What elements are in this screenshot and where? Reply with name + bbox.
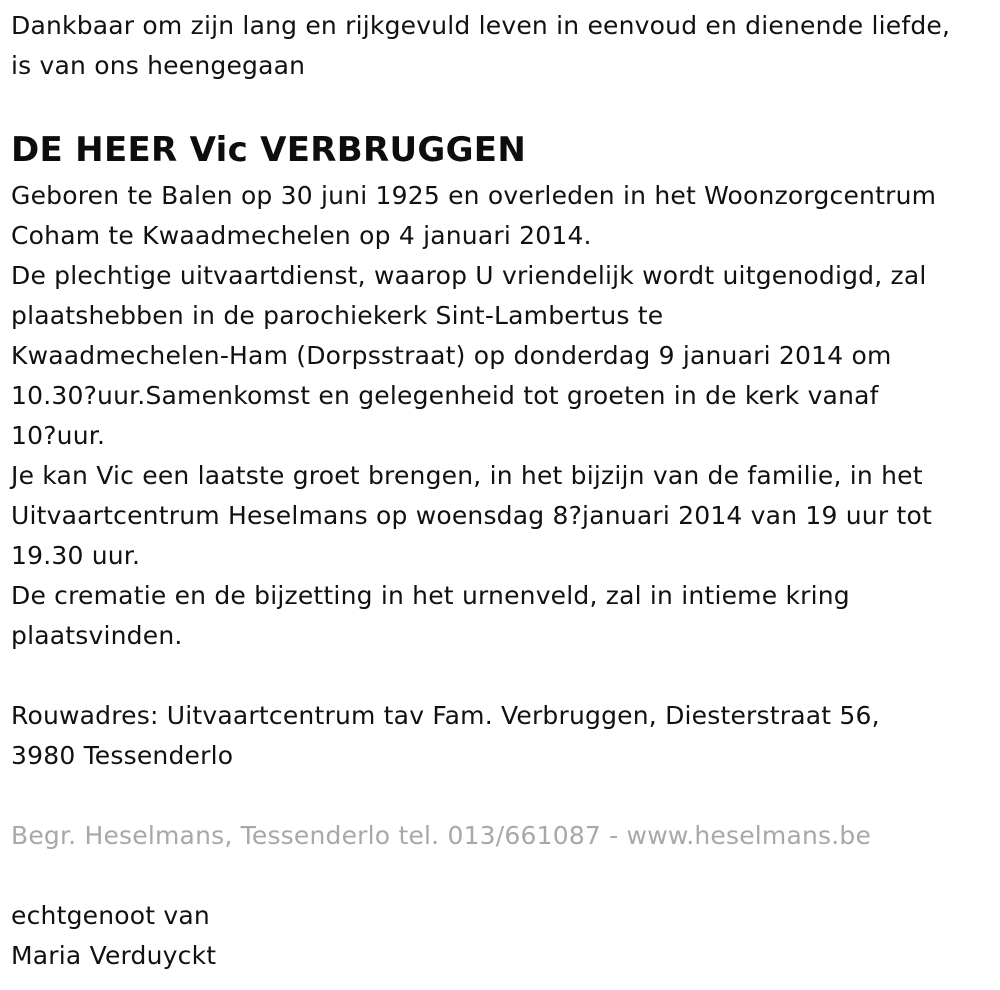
deceased-name: DE HEER Vic VERBRUGGEN (11, 130, 527, 170)
body-line: plaatsvinden. (11, 621, 183, 650)
address-line: 3980 Tessenderlo (11, 741, 234, 770)
spacer (11, 856, 991, 896)
undertaker-info (11, 816, 991, 856)
spouse-name: Maria Verduyckt (11, 941, 217, 970)
spacer (11, 656, 991, 696)
body-line: plaatshebben in de parochiekerk Sint-Lambertus te (11, 301, 664, 330)
undertaker-line: Begr. Heselmans, Tessenderlo tel. 013/661087 - www.heselmans.be (11, 821, 872, 850)
mourning-address (11, 696, 991, 776)
relation-line: echtgenoot van (11, 901, 210, 930)
body-line: De crematie en de bijzetting in het urnenveld, zal in intieme kring (11, 581, 850, 610)
relation-info (11, 896, 991, 976)
body-line: Je kan Vic een laatste groet brengen, in het bijzijn van de familie, in het (11, 461, 923, 490)
notice-body (11, 176, 991, 656)
body-line: De plechtige uitvaartdienst, waarop U vriendelijk wordt uitgenodigd, zal (11, 261, 927, 290)
address-line: Rouwadres: Uitvaartcentrum tav Fam. Verbruggen, Diesterstraat 56, (11, 701, 880, 730)
spacer (11, 776, 991, 816)
body-line: 10?uur. (11, 421, 106, 450)
body-line: Uitvaartcentrum Heselmans op woensdag 8?januari 2014 van 19 uur tot (11, 501, 932, 530)
spacer (11, 86, 991, 126)
intro-line: is van ons heengegaan (11, 51, 306, 80)
body-line: 10.30?uur.Samenkomst en gelegenheid tot groeten in de kerk vanaf (11, 381, 879, 410)
death-notice (11, 6, 991, 976)
body-line: 19.30 uur. (11, 541, 141, 570)
intro-text (11, 6, 991, 86)
intro-line: Dankbaar om zijn lang en rijkgevuld leven in eenvoud en dienende liefde, (11, 11, 951, 40)
body-line: Geboren te Balen op 30 juni 1925 en overleden in het Woonzorgcentrum (11, 181, 937, 210)
body-line: Coham te Kwaadmechelen op 4 januari 2014. (11, 221, 592, 250)
body-line: Kwaadmechelen-Ham (Dorpsstraat) op donderdag 9 januari 2014 om (11, 341, 892, 370)
